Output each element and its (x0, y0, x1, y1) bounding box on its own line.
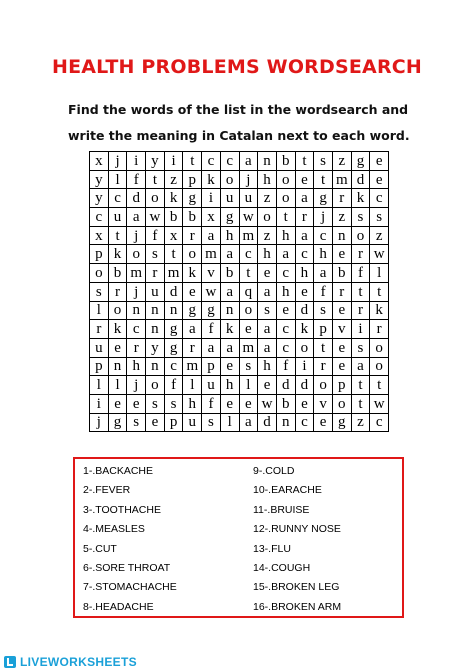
grid-cell[interactable]: f (351, 264, 370, 283)
grid-cell[interactable]: o (314, 376, 333, 395)
grid-cell[interactable]: a (220, 245, 239, 264)
grid-cell[interactable]: u (202, 376, 221, 395)
grid-cell[interactable]: m (202, 245, 221, 264)
instructions-line-2: write the meaning in Catalan next to each word. (68, 128, 410, 143)
grid-cell[interactable]: n (164, 301, 183, 320)
grid-cell[interactable]: t (314, 338, 333, 357)
grid-cell[interactable]: u (183, 413, 202, 432)
grid-cell[interactable]: x (90, 152, 109, 171)
grid-cell[interactable]: c (295, 245, 314, 264)
grid-cell[interactable]: r (127, 338, 146, 357)
liveworksheets-check-icon (4, 656, 16, 668)
grid-cell[interactable]: t (164, 245, 183, 264)
grid-cell[interactable]: j (127, 226, 146, 245)
grid-row (90, 338, 389, 357)
grid-cell[interactable]: v (202, 264, 221, 283)
grid-cell[interactable]: k (108, 245, 127, 264)
grid-cell[interactable]: t (314, 170, 333, 189)
word-list-item: 3-.TOOTHACHE (83, 503, 161, 516)
grid-cell[interactable]: c (370, 189, 389, 208)
grid-cell[interactable]: o (239, 301, 258, 320)
grid-cell[interactable]: w (370, 394, 389, 413)
grid-cell[interactable]: j (127, 282, 146, 301)
grid-cell[interactable]: g (351, 152, 370, 171)
grid-cell[interactable]: g (332, 413, 351, 432)
grid-cell[interactable]: c (239, 245, 258, 264)
grid-row (90, 394, 389, 413)
grid-row (90, 301, 389, 320)
grid-cell[interactable]: i (202, 189, 221, 208)
grid-cell[interactable]: p (164, 413, 183, 432)
grid-cell[interactable]: k (351, 189, 370, 208)
grid-cell[interactable]: t (239, 264, 258, 283)
grid-cell[interactable]: a (258, 282, 277, 301)
grid-cell[interactable]: t (351, 282, 370, 301)
grid-cell[interactable]: w (146, 208, 165, 227)
grid-cell[interactable]: i (164, 152, 183, 171)
grid-cell[interactable]: e (332, 338, 351, 357)
grid-cell[interactable]: c (276, 264, 295, 283)
grid-cell[interactable]: n (220, 301, 239, 320)
grid-cell[interactable]: u (220, 189, 239, 208)
worksheet-title: HEALTH PROBLEMS WORDSEARCH (51, 56, 423, 78)
grid-row (90, 245, 389, 264)
grid-cell[interactable]: a (295, 189, 314, 208)
grid-cell[interactable]: a (351, 357, 370, 376)
grid-cell[interactable]: r (108, 282, 127, 301)
grid-cell[interactable]: e (314, 413, 333, 432)
liveworksheets-brand-text: LIVEWORKSHEETS (20, 655, 137, 669)
grid-cell[interactable]: s (202, 413, 221, 432)
grid-cell[interactable]: o (108, 301, 127, 320)
grid-cell[interactable]: w (239, 208, 258, 227)
grid-cell[interactable]: p (90, 357, 109, 376)
grid-cell[interactable]: z (370, 226, 389, 245)
grid-cell[interactable]: q (239, 282, 258, 301)
grid-cell[interactable]: d (258, 413, 277, 432)
grid-cell[interactable]: n (276, 413, 295, 432)
grid-cell[interactable]: a (258, 338, 277, 357)
grid-cell[interactable]: l (90, 301, 109, 320)
grid-cell[interactable]: o (90, 264, 109, 283)
word-list-item: 4-.MEASLES (83, 523, 145, 536)
grid-cell[interactable]: a (239, 413, 258, 432)
grid-cell[interactable]: h (220, 226, 239, 245)
grid-cell[interactable]: j (108, 152, 127, 171)
grid-cell[interactable]: h (314, 245, 333, 264)
grid-cell[interactable]: d (295, 376, 314, 395)
grid-cell[interactable]: s (146, 245, 165, 264)
grid-cell[interactable]: o (220, 170, 239, 189)
grid-cell[interactable]: r (314, 357, 333, 376)
grid-cell[interactable]: t (295, 152, 314, 171)
grid-cell[interactable]: z (351, 413, 370, 432)
grid-cell[interactable]: n (108, 357, 127, 376)
grid-cell[interactable]: n (258, 152, 277, 171)
word-list-item: 10-.EARACHE (253, 484, 322, 497)
grid-cell[interactable]: t (351, 376, 370, 395)
grid-cell[interactable]: t (276, 208, 295, 227)
grid-cell[interactable]: a (239, 152, 258, 171)
grid-cell[interactable]: s (314, 301, 333, 320)
grid-cell[interactable]: a (202, 338, 221, 357)
grid-cell[interactable]: r (183, 226, 202, 245)
grid-cell[interactable]: e (258, 376, 277, 395)
grid-cell[interactable]: e (258, 264, 277, 283)
grid-cell[interactable]: p (314, 320, 333, 339)
grid-cell[interactable]: p (90, 245, 109, 264)
grid-cell[interactable]: y (90, 189, 109, 208)
grid-cell[interactable]: o (146, 189, 165, 208)
grid-cell[interactable]: s (314, 152, 333, 171)
grid-row (90, 320, 389, 339)
grid-cell[interactable]: i (90, 394, 109, 413)
grid-cell[interactable]: w (202, 282, 221, 301)
grid-cell[interactable]: h (127, 357, 146, 376)
grid-cell[interactable]: h (183, 394, 202, 413)
grid-cell[interactable]: l (183, 376, 202, 395)
word-list-item: 8-.HEADACHE (83, 600, 154, 613)
grid-cell[interactable]: z (258, 226, 277, 245)
grid-cell[interactable]: o (332, 394, 351, 413)
grid-cell[interactable]: o (276, 189, 295, 208)
grid-cell[interactable]: t (370, 282, 389, 301)
grid-cell[interactable]: r (332, 189, 351, 208)
grid-cell[interactable]: o (351, 226, 370, 245)
grid-row (90, 170, 389, 189)
grid-cell[interactable]: e (370, 152, 389, 171)
grid-cell[interactable]: l (220, 413, 239, 432)
grid-row (90, 282, 389, 301)
grid-cell[interactable]: s (351, 208, 370, 227)
grid-cell[interactable]: j (127, 376, 146, 395)
grid-cell[interactable]: c (276, 338, 295, 357)
grid-cell[interactable]: k (183, 264, 202, 283)
grid-row (90, 152, 389, 171)
grid-cell[interactable]: h (295, 264, 314, 283)
grid-cell[interactable]: r (351, 245, 370, 264)
grid-cell[interactable]: v (314, 394, 333, 413)
grid-cell[interactable]: u (90, 338, 109, 357)
grid-cell[interactable]: a (183, 320, 202, 339)
grid-cell[interactable]: e (295, 170, 314, 189)
word-list-item: 6-.SORE THROAT (83, 561, 171, 574)
grid-cell[interactable]: h (258, 170, 277, 189)
grid-cell[interactable]: g (108, 413, 127, 432)
grid-cell[interactable]: f (276, 357, 295, 376)
grid-cell[interactable]: a (202, 226, 221, 245)
grid-cell[interactable]: v (332, 320, 351, 339)
word-list-right-column (253, 462, 341, 617)
grid-cell[interactable]: t (351, 394, 370, 413)
grid-cell[interactable]: j (314, 208, 333, 227)
grid-cell[interactable]: s (164, 394, 183, 413)
grid-cell[interactable]: b (108, 264, 127, 283)
word-list-item: 12-.RUNNY NOSE (253, 523, 341, 536)
grid-cell[interactable]: l (108, 376, 127, 395)
grid-cell[interactable]: g (202, 301, 221, 320)
grid-cell[interactable]: r (332, 282, 351, 301)
instructions-line-1: Find the words of the list in the wordsearch and (68, 102, 409, 117)
grid-cell[interactable]: o (127, 245, 146, 264)
grid-cell[interactable]: e (220, 357, 239, 376)
grid-cell[interactable]: e (332, 301, 351, 320)
grid-cell[interactable]: z (164, 170, 183, 189)
grid-cell[interactable]: n (146, 301, 165, 320)
grid-cell[interactable]: g (183, 301, 202, 320)
grid-cell[interactable]: g (314, 189, 333, 208)
grid-cell[interactable]: e (108, 338, 127, 357)
grid-cell[interactable]: e (127, 394, 146, 413)
grid-cell[interactable]: f (314, 282, 333, 301)
word-list-item: 15-.BROKEN LEG (253, 581, 340, 594)
word-list-item: 14-.COUGH (253, 561, 311, 574)
grid-cell[interactable]: d (164, 282, 183, 301)
grid-cell[interactable]: u (146, 282, 165, 301)
grid-cell[interactable]: w (370, 245, 389, 264)
grid-cell[interactable]: c (295, 413, 314, 432)
grid-cell[interactable]: c (164, 357, 183, 376)
grid-cell[interactable]: o (183, 245, 202, 264)
grid-cell[interactable]: h (276, 226, 295, 245)
word-list-item: 13-.FLU (253, 542, 291, 555)
grid-cell[interactable]: y (146, 338, 165, 357)
grid-cell[interactable]: a (220, 338, 239, 357)
grid-cell[interactable]: m (127, 264, 146, 283)
grid-cell[interactable]: r (295, 208, 314, 227)
word-list-left-column (83, 462, 177, 617)
grid-cell[interactable]: k (108, 320, 127, 339)
grid-cell[interactable]: o (258, 208, 277, 227)
grid-cell[interactable]: m (239, 338, 258, 357)
grid-cell[interactable]: r (183, 338, 202, 357)
grid-cell[interactable]: e (370, 170, 389, 189)
word-list-box (73, 457, 404, 618)
grid-cell[interactable]: s (239, 357, 258, 376)
grid-cell[interactable]: s (370, 208, 389, 227)
grid-cell[interactable]: a (220, 282, 239, 301)
grid-cell[interactable]: y (90, 170, 109, 189)
grid-cell[interactable]: i (351, 320, 370, 339)
word-list-item: 11-.BRUISE (253, 503, 310, 516)
grid-cell[interactable]: c (276, 320, 295, 339)
grid-cell[interactable]: h (276, 282, 295, 301)
grid-cell[interactable]: n (146, 320, 165, 339)
grid-row (90, 226, 389, 245)
grid-cell[interactable]: e (146, 413, 165, 432)
grid-cell[interactable]: s (146, 394, 165, 413)
grid-cell[interactable]: m (183, 357, 202, 376)
grid-cell[interactable]: t (146, 170, 165, 189)
grid-cell[interactable]: s (90, 282, 109, 301)
grid-cell[interactable]: m (239, 226, 258, 245)
grid-cell[interactable]: j (90, 413, 109, 432)
grid-cell[interactable]: p (332, 376, 351, 395)
grid-cell[interactable]: a (127, 208, 146, 227)
grid-cell[interactable]: c (370, 413, 389, 432)
grid-cell[interactable]: r (146, 264, 165, 283)
grid-cell[interactable]: d (351, 170, 370, 189)
grid-cell[interactable]: i (295, 357, 314, 376)
grid-cell[interactable]: d (276, 376, 295, 395)
grid-cell[interactable]: o (276, 170, 295, 189)
grid-cell[interactable]: e (332, 245, 351, 264)
grid-cell[interactable]: b (164, 208, 183, 227)
grid-cell[interactable]: x (164, 226, 183, 245)
grid-cell[interactable]: w (258, 394, 277, 413)
grid-cell[interactable]: r (370, 320, 389, 339)
grid-cell[interactable]: a (295, 226, 314, 245)
grid-cell[interactable]: h (220, 376, 239, 395)
grid-row (90, 376, 389, 395)
grid-cell[interactable]: d (295, 301, 314, 320)
grid-cell[interactable]: c (90, 208, 109, 227)
grid-cell[interactable]: e (295, 282, 314, 301)
grid-cell[interactable]: a (314, 264, 333, 283)
grid-cell[interactable]: y (146, 152, 165, 171)
grid-cell[interactable]: t (370, 376, 389, 395)
grid-cell[interactable]: s (127, 413, 146, 432)
word-list-item: 1-.BACKACHE (83, 465, 154, 477)
grid-cell[interactable]: k (295, 320, 314, 339)
grid-cell[interactable]: h (258, 245, 277, 264)
grid-cell[interactable]: m (164, 264, 183, 283)
grid-cell[interactable]: l (90, 376, 109, 395)
grid-row (90, 413, 389, 432)
grid-cell[interactable]: p (183, 170, 202, 189)
grid-cell[interactable]: o (370, 357, 389, 376)
grid-cell[interactable]: o (146, 376, 165, 395)
grid-cell[interactable]: p (202, 357, 221, 376)
grid-cell[interactable]: i (127, 152, 146, 171)
grid-cell[interactable]: a (276, 245, 295, 264)
grid-cell[interactable]: c (202, 152, 221, 171)
grid-cell[interactable]: l (370, 264, 389, 283)
grid-cell[interactable]: e (239, 320, 258, 339)
grid-cell[interactable]: j (239, 170, 258, 189)
grid-cell[interactable]: r (90, 320, 109, 339)
grid-cell[interactable]: z (332, 152, 351, 171)
grid-cell[interactable]: b (276, 152, 295, 171)
grid-cell[interactable]: x (90, 226, 109, 245)
word-list-item: 9-.COLD (253, 465, 295, 477)
grid-cell[interactable]: l (239, 376, 258, 395)
word-list-item: 2-.FEVER (83, 484, 131, 497)
grid-cell[interactable]: a (258, 320, 277, 339)
grid-cell[interactable]: t (183, 152, 202, 171)
grid-cell[interactable]: e (108, 394, 127, 413)
grid-cell[interactable]: r (351, 301, 370, 320)
grid-cell[interactable]: c (127, 320, 146, 339)
grid-cell[interactable]: e (295, 394, 314, 413)
grid-cell[interactable]: x (202, 208, 221, 227)
grid-cell[interactable]: e (239, 394, 258, 413)
grid-cell[interactable]: k (202, 170, 221, 189)
grid-cell[interactable]: t (108, 226, 127, 245)
grid-cell[interactable]: h (258, 357, 277, 376)
grid-cell[interactable]: f (202, 320, 221, 339)
grid-cell[interactable]: f (164, 376, 183, 395)
grid-cell[interactable]: l (108, 170, 127, 189)
grid-cell[interactable]: n (127, 301, 146, 320)
grid-cell[interactable]: f (202, 394, 221, 413)
grid-cell[interactable]: u (108, 208, 127, 227)
grid-cell[interactable]: z (332, 208, 351, 227)
liveworksheets-logo[interactable] (4, 655, 137, 669)
grid-cell[interactable]: b (183, 208, 202, 227)
wordsearch-grid (89, 151, 389, 432)
grid-cell[interactable]: o (295, 338, 314, 357)
grid-cell[interactable]: b (276, 394, 295, 413)
grid-cell[interactable]: z (258, 189, 277, 208)
grid-cell[interactable]: n (146, 357, 165, 376)
grid-row (90, 264, 389, 283)
grid-cell[interactable]: u (239, 189, 258, 208)
grid-cell[interactable]: c (314, 226, 333, 245)
grid-cell[interactable]: k (220, 320, 239, 339)
grid-cell[interactable]: g (220, 208, 239, 227)
grid-cell[interactable]: n (332, 226, 351, 245)
grid-cell[interactable]: c (108, 189, 127, 208)
grid-cell[interactable]: e (276, 301, 295, 320)
grid-cell[interactable]: k (370, 301, 389, 320)
grid-cell[interactable]: k (164, 189, 183, 208)
grid-cell[interactable]: s (351, 338, 370, 357)
grid-cell[interactable]: e (183, 282, 202, 301)
grid-cell[interactable]: o (370, 338, 389, 357)
word-list-item: 16-.BROKEN ARM (253, 600, 342, 613)
grid-cell[interactable]: s (258, 301, 277, 320)
grid-cell[interactable]: b (220, 264, 239, 283)
grid-cell[interactable]: e (332, 357, 351, 376)
grid-row (90, 357, 389, 376)
grid-cell[interactable]: f (127, 170, 146, 189)
grid-cell[interactable]: c (220, 152, 239, 171)
grid-cell[interactable]: b (332, 264, 351, 283)
grid-cell[interactable]: d (127, 189, 146, 208)
word-list-item: 5-.CUT (83, 542, 117, 555)
grid-cell[interactable]: g (164, 320, 183, 339)
word-list-item: 7-.STOMACHACHE (83, 581, 177, 594)
grid-row (90, 208, 389, 227)
grid-cell[interactable]: g (164, 338, 183, 357)
grid-row (90, 189, 389, 208)
grid-cell[interactable]: e (220, 394, 239, 413)
grid-cell[interactable]: g (183, 189, 202, 208)
grid-cell[interactable]: f (146, 226, 165, 245)
grid-cell[interactable]: m (332, 170, 351, 189)
